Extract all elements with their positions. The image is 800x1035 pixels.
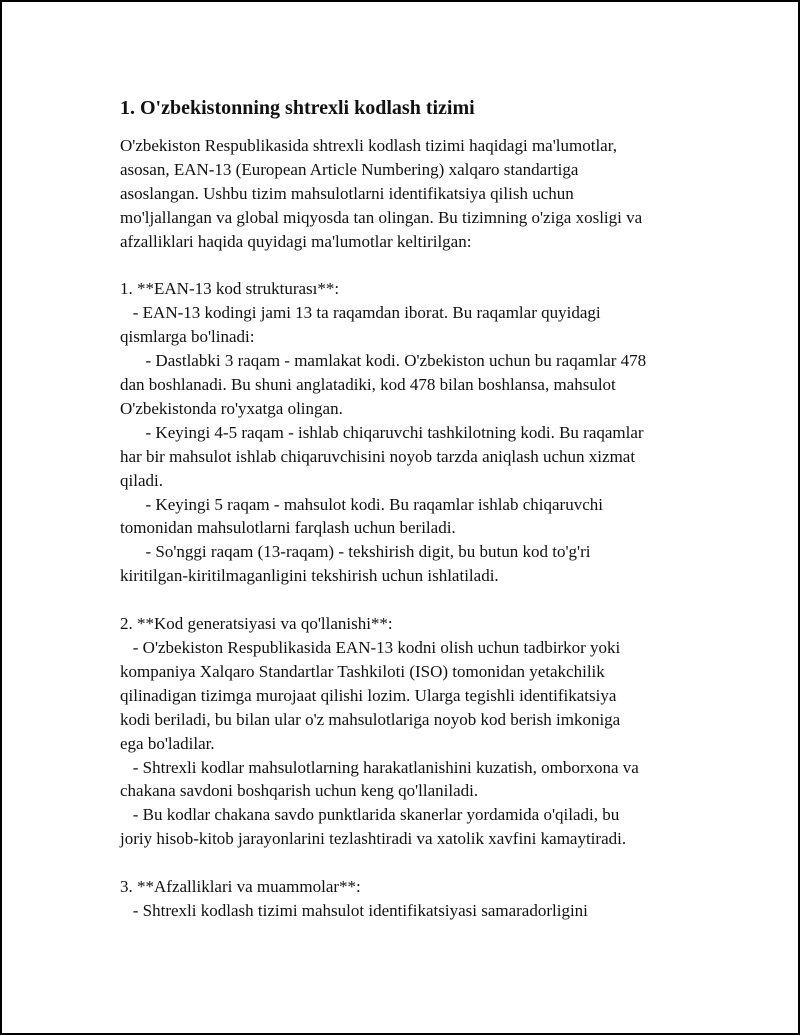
text-line: qiladi. — [120, 470, 163, 490]
document-body — [120, 134, 700, 923]
text-line: qilinadigan tizimga murojaat qilishi lozim. Ularga tegishli identifikatsiya — [120, 685, 617, 705]
text-line: - Bu kodlar chakana savdo punktlarida skanerlar yordamida o'qiladi, bu — [120, 805, 620, 825]
text-line: kiritilgan-kiritilmaganligini tekshirish uchun ishlatiladi. — [120, 566, 499, 586]
text-line: chakana savdoni boshqarish uchun keng qo'llaniladi. — [120, 781, 479, 801]
text-line: 2. **Kod generatsiyasi va qo'llanishi**: — [120, 614, 393, 634]
text-line — [120, 851, 700, 875]
text-line: - EAN-13 kodingi jami 13 ta raqamdan iborat. Bu raqamlar quyidagi — [120, 303, 601, 323]
text-line — [120, 254, 700, 278]
text-line: O'zbekistonda ro'yxatga olingan. — [120, 398, 343, 418]
text-line: - Shtrexli kodlash tizimi mahsulot identifikatsiyasi samaradorligini — [120, 900, 588, 920]
text-line: - So'nggi raqam (13-raqam) - tekshirish digit, bu butun kod to'g'ri — [120, 542, 591, 562]
document-content — [120, 94, 700, 923]
text-line: tomonidan mahsulotlarni farqlash uchun beriladi. — [120, 518, 456, 538]
text-line: joriy hisob-kitob jarayonlarini tezlashtiradi va xatolik xavfini kamaytiradi. — [120, 829, 627, 849]
text-line: ega bo'ladilar. — [120, 733, 215, 753]
text-line: O'zbekiston Respublikasida shtrexli kodlash tizimi haqidagi ma'lumotlar, — [120, 136, 617, 155]
text-line: kompaniya Xalqaro Standartlar Tashkiloti (ISO) tomonidan yetakchilik — [120, 661, 605, 681]
section-heading: 1. O'zbekistonning shtrexli kodlash tizimi — [120, 97, 475, 119]
text-line: - Shtrexli kodlar mahsulotlarning harakatlanishini kuzatish, omborxona va — [120, 757, 639, 777]
text-line: - Keyingi 5 raqam - mahsulot kodi. Bu raqamlar ishlab chiqaruvchi — [120, 494, 603, 514]
text-line: har bir mahsulot ishlab chiqaruvchisini noyob tarzda aniqlash uchun xizmat — [120, 446, 636, 466]
text-line: asoslangan. Ushbu tizim mahsulotlarni identifikatsiya qilish uchun — [120, 183, 574, 203]
text-line: 3. **Afzalliklari va muammolar**: — [120, 877, 361, 897]
text-line: mo'ljallangan va global miqyosda tan olingan. Bu tizimning o'ziga xosligi va — [120, 207, 643, 227]
text-line: dan boshlanadi. Bu shuni anglatadiki, kod 478 bilan boshlansa, mahsulot — [120, 375, 616, 395]
text-line: - Dastlabki 3 raqam - mamlakat kodi. O'zbekiston uchun bu raqamlar 478 — [120, 351, 647, 371]
text-line: - O'zbekiston Respublikasida EAN-13 kodni olish uchun tadbirkor yoki — [120, 638, 621, 657]
text-line: kodi beriladi, bu bilan ular o'z mahsulotlariga noyob kod berish imkoniga — [120, 709, 621, 729]
text-line: 1. **EAN-13 kod strukturası**: — [120, 279, 340, 299]
text-line: qismlarga bo'linadi: — [120, 327, 255, 347]
text-line: asosan, EAN-13 (European Article Numbering) xalqaro standartiga — [120, 159, 579, 179]
text-line: afzalliklari haqida quyidagi ma'lumotlar keltirilgan: — [120, 231, 472, 251]
text-line: - Keyingi 4-5 raqam - ishlab chiqaruvchi tashkilotning kodi. Bu raqamlar — [120, 422, 644, 442]
text-line — [120, 588, 700, 612]
